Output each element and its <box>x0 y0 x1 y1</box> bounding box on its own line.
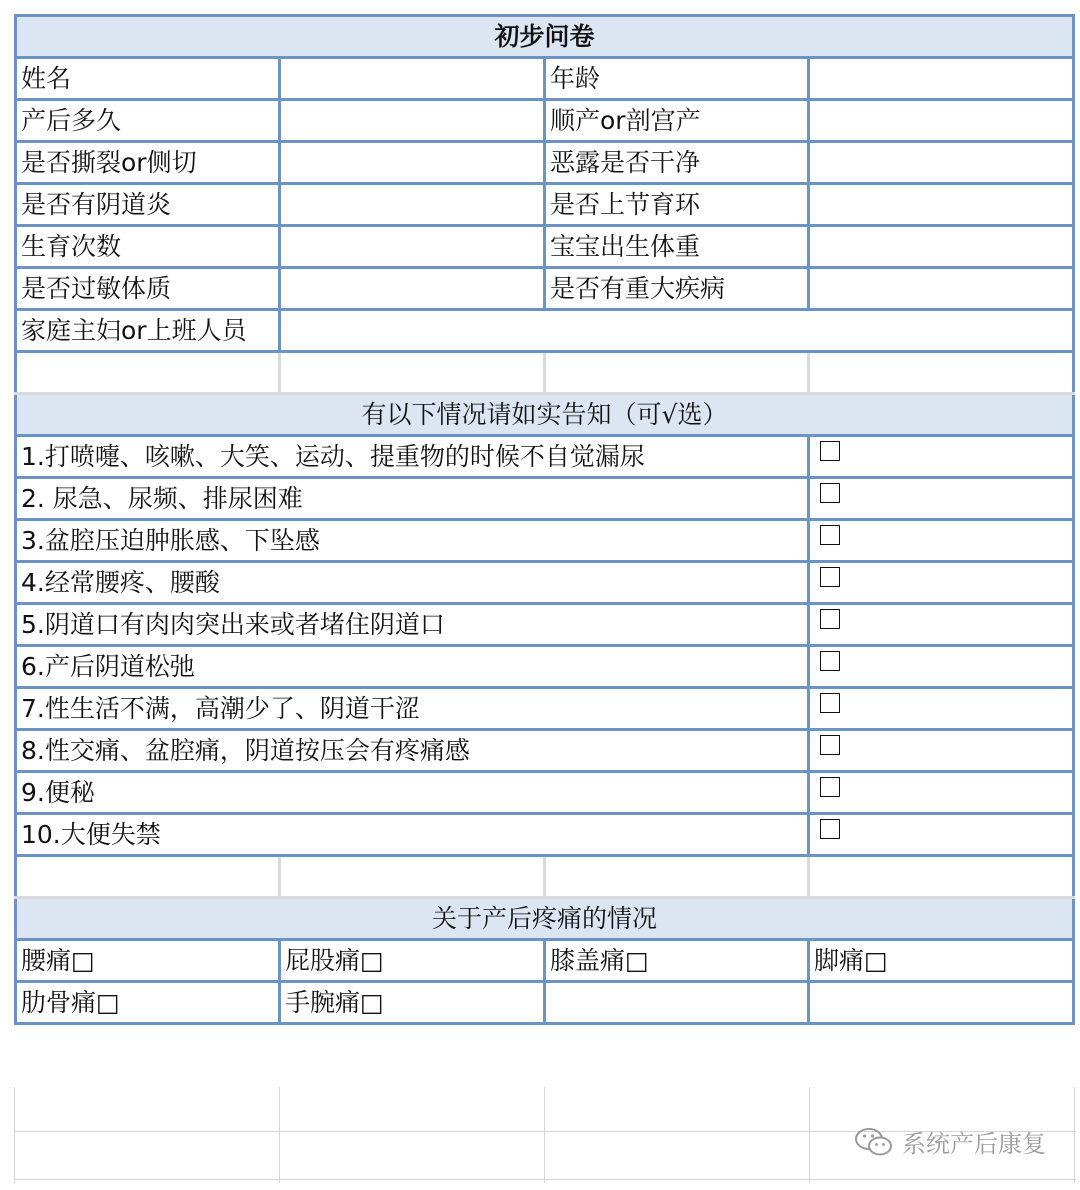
condition-checkbox[interactable] <box>809 478 1074 520</box>
blank-row <box>16 352 1074 394</box>
info-label: 是否撕裂or侧切 <box>16 142 280 184</box>
condition-row <box>16 562 1074 604</box>
checkbox-icon <box>820 735 840 755</box>
condition-row <box>16 772 1074 814</box>
blank-cell <box>280 352 545 394</box>
condition-label: 1.打喷嚏、咳嗽、大笑、运动、提重物的时候不自觉漏尿 <box>16 436 809 478</box>
info-row <box>16 184 1074 226</box>
info-answer-cell[interactable] <box>809 184 1074 226</box>
pain-option[interactable]: 屁股痛□ <box>280 940 545 982</box>
info-label: 恶露是否干净 <box>545 142 809 184</box>
condition-checkbox[interactable] <box>809 604 1074 646</box>
info-label: 生育次数 <box>16 226 280 268</box>
occupation-row <box>16 310 1074 352</box>
condition-checkbox[interactable] <box>809 814 1074 856</box>
condition-checkbox[interactable] <box>809 646 1074 688</box>
blank-cell <box>545 352 809 394</box>
checkbox-icon <box>820 819 840 839</box>
condition-checkbox[interactable] <box>809 562 1074 604</box>
condition-row <box>16 688 1074 730</box>
info-label: 是否有重大疾病 <box>545 268 809 310</box>
info-row <box>16 226 1074 268</box>
blank-cell <box>16 856 280 898</box>
pain-option[interactable]: 腰痛□ <box>16 940 280 982</box>
checkbox-icon <box>820 777 840 797</box>
condition-row <box>16 436 1074 478</box>
pain-option[interactable]: 脚痛□ <box>809 940 1074 982</box>
info-row <box>16 268 1074 310</box>
condition-checkbox[interactable] <box>809 436 1074 478</box>
condition-checkbox[interactable] <box>809 688 1074 730</box>
condition-label: 8.性交痛、盆腔痛，阴道按压会有疼痛感 <box>16 730 809 772</box>
info-row <box>16 100 1074 142</box>
questionnaire-table <box>14 14 1075 1025</box>
condition-row <box>16 478 1074 520</box>
checkbox-icon <box>820 483 840 503</box>
info-answer-cell[interactable] <box>809 100 1074 142</box>
conditions-section-title: 有以下情况请如实告知（可√选） <box>16 394 1074 436</box>
info-label: 年龄 <box>545 58 809 100</box>
info-answer-cell[interactable] <box>280 100 545 142</box>
condition-label: 3.盆腔压迫肿胀感、下坠感 <box>16 520 809 562</box>
pain-row <box>16 982 1074 1024</box>
checkbox-icon <box>820 441 840 461</box>
condition-row <box>16 730 1074 772</box>
info-label: 姓名 <box>16 58 280 100</box>
checkbox-icon <box>820 525 840 545</box>
blank-cell <box>16 352 280 394</box>
condition-label: 5.阴道口有肉肉突出来或者堵住阴道口 <box>16 604 809 646</box>
condition-row <box>16 646 1074 688</box>
watermark-text: 系统产后康复 <box>902 1130 1046 1158</box>
watermark <box>854 1124 1046 1159</box>
condition-checkbox[interactable] <box>809 772 1074 814</box>
condition-row <box>16 520 1074 562</box>
info-answer-cell[interactable] <box>809 226 1074 268</box>
blank-row <box>16 856 1074 898</box>
condition-label: 6.产后阴道松弛 <box>16 646 809 688</box>
questionnaire-sheet <box>14 14 1075 1025</box>
pain-empty-cell <box>545 982 809 1024</box>
condition-checkbox[interactable] <box>809 730 1074 772</box>
condition-label: 2. 尿急、尿频、排尿困难 <box>16 478 809 520</box>
condition-label: 9.便秘 <box>16 772 809 814</box>
info-label: 是否有阴道炎 <box>16 184 280 226</box>
condition-label: 10.大便失禁 <box>16 814 809 856</box>
blank-cell <box>809 856 1074 898</box>
pain-option[interactable]: 手腕痛□ <box>280 982 545 1024</box>
pain-row <box>16 940 1074 982</box>
blank-cell <box>280 856 545 898</box>
checkbox-icon <box>820 609 840 629</box>
condition-row <box>16 604 1074 646</box>
info-answer-cell[interactable] <box>280 226 545 268</box>
info-label: 是否上节育环 <box>545 184 809 226</box>
wechat-icon <box>854 1126 894 1158</box>
pain-option[interactable]: 肋骨痛□ <box>16 982 280 1024</box>
info-answer-cell[interactable] <box>280 142 545 184</box>
checkbox-icon <box>820 651 840 671</box>
pain-option[interactable]: 膝盖痛□ <box>545 940 809 982</box>
info-answer-cell[interactable] <box>280 58 545 100</box>
info-row <box>16 58 1074 100</box>
checkbox-icon <box>820 693 840 713</box>
info-answer-cell[interactable] <box>809 58 1074 100</box>
checkbox-icon <box>820 567 840 587</box>
occupation-label: 家庭主妇or上班人员 <box>16 310 280 352</box>
blank-cell <box>809 352 1074 394</box>
condition-label: 4.经常腰疼、腰酸 <box>16 562 809 604</box>
pain-section-title: 关于产后疼痛的情况 <box>16 898 1074 940</box>
questionnaire-title: 初步问卷 <box>16 16 1074 58</box>
info-label: 产后多久 <box>16 100 280 142</box>
info-label: 宝宝出生体重 <box>545 226 809 268</box>
info-answer-cell[interactable] <box>809 268 1074 310</box>
occupation-answer-cell[interactable] <box>280 310 1074 352</box>
info-answer-cell[interactable] <box>280 268 545 310</box>
condition-checkbox[interactable] <box>809 520 1074 562</box>
pain-empty-cell <box>809 982 1074 1024</box>
info-answer-cell[interactable] <box>280 184 545 226</box>
condition-label: 7.性生活不满，高潮少了、阴道干涩 <box>16 688 809 730</box>
info-label: 是否过敏体质 <box>16 268 280 310</box>
info-label: 顺产or剖宫产 <box>545 100 809 142</box>
condition-row <box>16 814 1074 856</box>
blank-cell <box>545 856 809 898</box>
info-row <box>16 142 1074 184</box>
info-answer-cell[interactable] <box>809 142 1074 184</box>
